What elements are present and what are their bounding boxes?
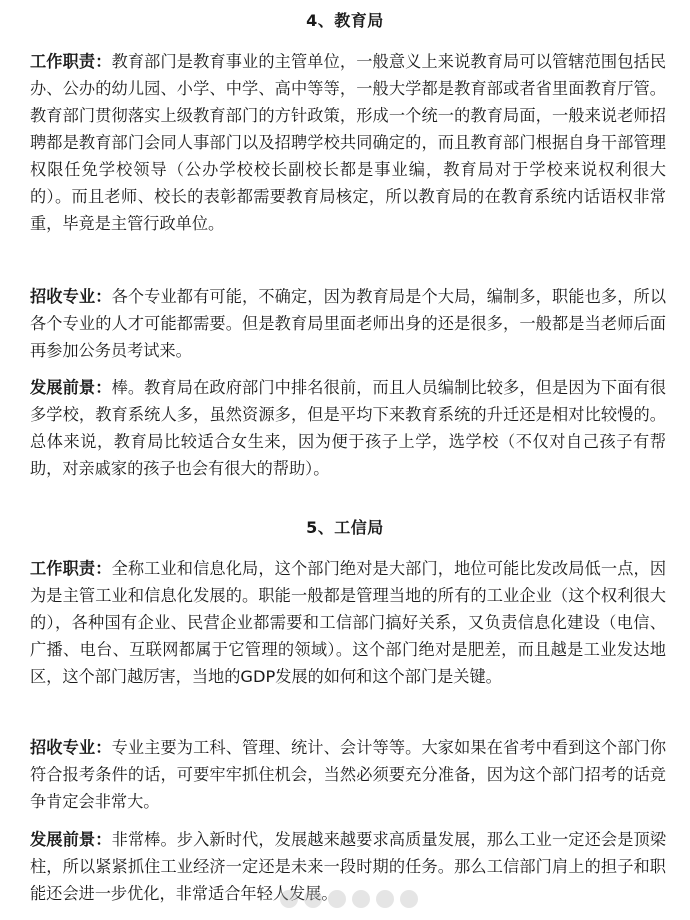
watermark-dot-icon: [352, 890, 370, 908]
watermark-dot-icon: [304, 890, 322, 908]
watermark-dot-icon: [328, 890, 346, 908]
watermark-dot-icon: [400, 890, 418, 908]
major-text: 各个专业都有可能，不确定，因为教育局是个大局，编制多，职能也多，所以各个专业的人才可能都需要。但是教育局里面老师出身的还是很多，一般都是当老师后面再参加公务员考试来。: [30, 287, 667, 360]
industry-major-paragraph: [30, 734, 666, 815]
outlook-text: 棒。教育局在政府部门中排名很前，而且人员编制比较多，但是因为下面有很多学校，教育系统人多，虽然资源多，但是平均下来教育系统的升迁还是相对比较慢的。总体来说，教育局比较适合女生来，因为便于孩子上学，选学校（不仅对自己孩子有帮助，对亲戚家的孩子也会有很大的帮助）。: [30, 378, 667, 478]
watermark-overlay: [280, 888, 418, 910]
education-outlook-paragraph: [30, 374, 666, 482]
major-text: 专业主要为工科、管理、统计、会计等等。大家如果在省考中看到这个部门你符合报考条件的话，可要牢牢抓住机会，当然必须要充分准备，因为这个部门招考的话竞争肯定会非常大。: [30, 738, 667, 811]
section-title-education-bureau: 4、教育局: [306, 11, 384, 30]
duty-text: 全称工业和信息化局，这个部门绝对是大部门，地位可能比发改局低一点，因为是主管工业和信息化发展的。职能一般都是管理当地的所有的工业企业（这个权利很大的），各种国有企业、民营企业都需要和工信部门搞好关系，又负责信息化建设（电信、广播、电台、互联网都属于它管理的领域）。这个部门绝对是肥差，而且越是工业发达地区，这个部门越厉害，当地的GDP发展的如何和这个部门是关键。: [30, 559, 667, 686]
education-duty-paragraph: [30, 48, 666, 237]
watermark-dot-icon: [280, 890, 298, 908]
outlook-label: 发展前景：: [30, 830, 112, 849]
duty-label: 工作职责：: [30, 52, 112, 71]
section-title-industry-bureau: 5、工信局: [306, 518, 384, 537]
outlook-text: 非常棒。步入新时代，发展越来越要求高质量发展，那么工业一定还会是顶梁柱，所以紧紧抓住工业经济一定还是未来一段时期的任务。那么工信部门肩上的担子和职能还会进一步优化，非常适合年轻人发展。: [30, 830, 667, 903]
major-label: 招收专业：: [30, 287, 112, 306]
outlook-label: 发展前景：: [30, 378, 112, 397]
industry-duty-paragraph: [30, 555, 666, 690]
major-label: 招收专业：: [30, 738, 112, 757]
duty-label: 工作职责：: [30, 559, 112, 578]
duty-text: 教育部门是教育事业的主管单位，一般意义上来说教育局可以管辖范围包括民办、公办的幼儿园、小学、中学、高中等等，一般大学都是教育部或者省里面教育厅管。教育部门贯彻落实上级教育部门的方针政策，形成一个统一的教育局面，一般来说老师招聘都是教育部门会同人事部门以及招聘学校共同确定的，而且教育部门根据自身干部管理权限任免学校领导（公办学校校长副校长都是事业编，教育局对于学校来说权利很大的）。而且老师、校长的表彰都需要教育局核定，所以教育局的在教育系统内话语权非常重，毕竟是主管行政单位。: [30, 52, 667, 233]
watermark-dot-icon: [376, 890, 394, 908]
education-major-paragraph: [30, 283, 666, 364]
